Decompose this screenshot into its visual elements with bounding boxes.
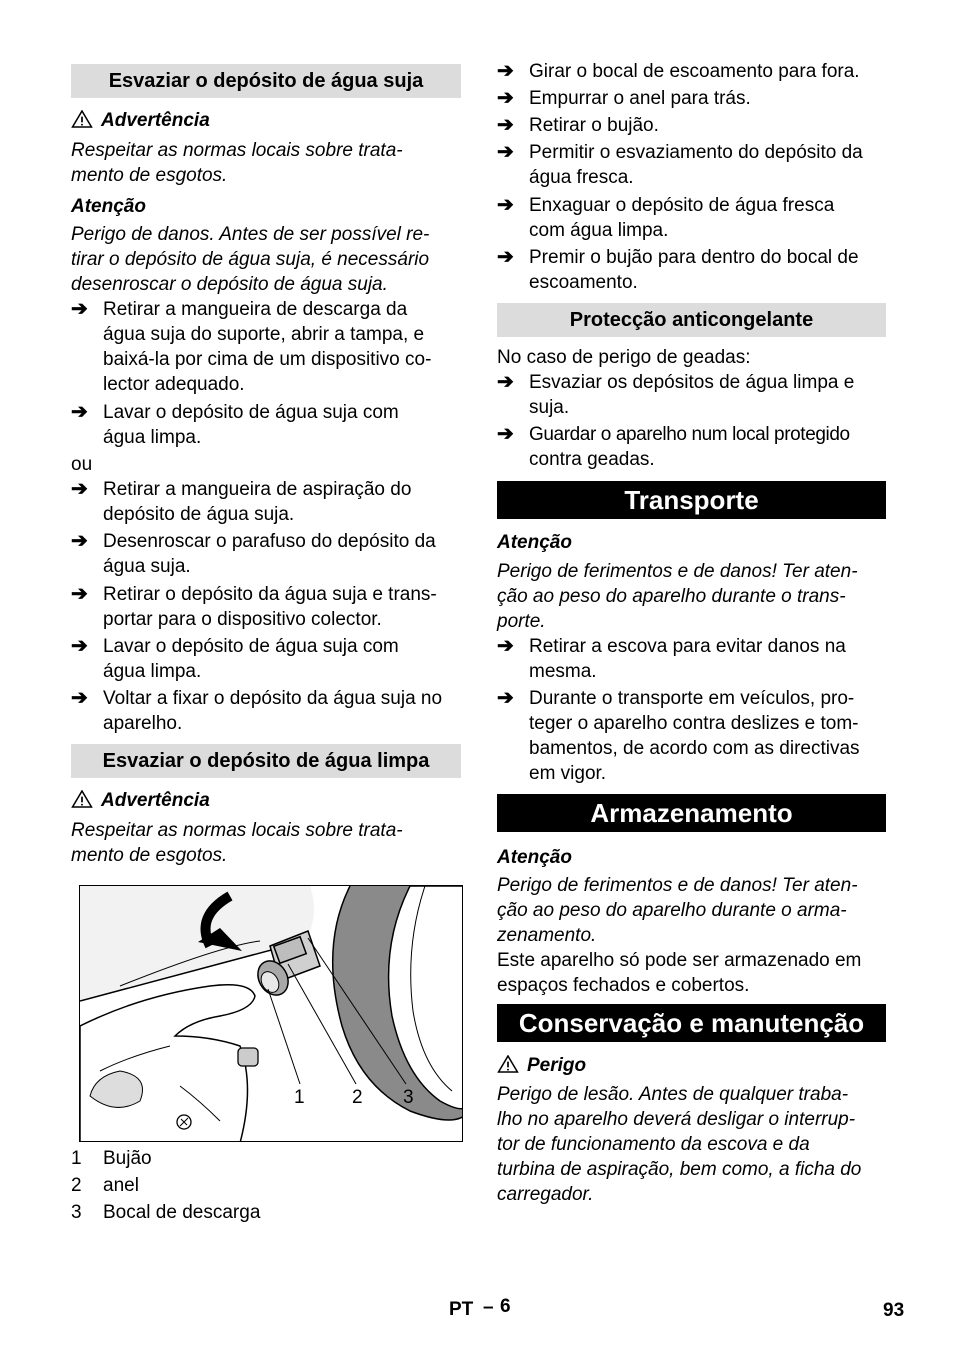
arrow-right-icon: ➔ — [71, 583, 88, 605]
text-line: bamentos, de acordo com as directivas — [529, 738, 860, 759]
text-line: Lavar o depósito de água suja com — [103, 636, 399, 657]
list-item — [497, 634, 886, 684]
arrow-right-icon: ➔ — [497, 194, 514, 216]
section-heading-clean-water: Esvaziar o depósito de água limpa — [71, 744, 461, 778]
arrow-right-icon: ➔ — [497, 423, 514, 445]
list-item — [71, 582, 461, 632]
text-line: Perigo de lesão. Antes de qualquer traba- — [497, 1084, 849, 1105]
text-line: Premir o bujão para dentro do bocal de — [529, 247, 859, 268]
text-line: espaços fechados e cobertos. — [497, 975, 750, 996]
warning-text — [71, 138, 461, 188]
warning-label: Advertência — [101, 790, 210, 811]
text-line: mento de esgotos. — [71, 845, 228, 866]
text-line: baixá-la por cima de um dispositivo co- — [103, 349, 432, 370]
legend-number: 2 — [71, 1175, 82, 1196]
text-line: teger o aparelho contra deslizes e tom- — [529, 713, 859, 734]
arrow-right-icon: ➔ — [497, 87, 514, 109]
warning-text — [71, 818, 461, 868]
text-line: porte. — [497, 611, 546, 632]
list-item — [71, 400, 461, 450]
arrow-right-icon: ➔ — [497, 687, 514, 709]
legend-text: anel — [103, 1175, 139, 1196]
list-item — [497, 686, 886, 786]
arrow-right-icon: ➔ — [71, 478, 88, 500]
section-heading-storage: Armazenamento — [497, 794, 886, 832]
warning-label: Advertência — [101, 110, 210, 131]
text-line: suja. — [529, 397, 570, 418]
text-line: carregador. — [497, 1184, 594, 1205]
text-line: Desenroscar o parafuso do depósito da — [103, 531, 436, 552]
arrow-right-icon: ➔ — [71, 635, 88, 657]
text-line: Girar o bocal de escoamento para fora. — [529, 61, 860, 82]
text-line: portar para o dispositivo colector. — [103, 609, 382, 630]
text-line: Perigo de ferimentos e de danos! Ter aten- — [497, 875, 858, 896]
callout-3: 3 — [403, 1087, 414, 1108]
warning-triangle-icon — [71, 790, 93, 808]
text-line: ção ao peso do aparelho durante o trans- — [497, 586, 846, 607]
legend-text: Bocal de descarga — [103, 1202, 261, 1223]
text-line: mesma. — [529, 661, 597, 682]
figure-drain-plug — [79, 885, 463, 1142]
text-line: turbina de aspiração, bem como, a ficha do — [497, 1159, 862, 1180]
section-heading-maintenance: Conservação e manutenção — [497, 1004, 886, 1042]
text-line: depósito de água suja. — [103, 504, 295, 525]
arrow-right-icon: ➔ — [71, 530, 88, 552]
list-item — [497, 245, 886, 295]
text-line: Durante o transporte em veículos, pro- — [529, 688, 855, 709]
text-line: Permitir o esvaziamento do depósito da — [529, 142, 863, 163]
list-item — [71, 686, 461, 736]
arrow-right-icon: ➔ — [497, 141, 514, 163]
list-item — [497, 140, 886, 190]
text-line: mento de esgotos. — [71, 165, 228, 186]
storage-text — [497, 948, 886, 998]
danger-heading — [497, 1053, 886, 1078]
footer-chapter-page: 6 — [500, 1296, 511, 1317]
text-line: água fresca. — [529, 167, 634, 188]
warning-heading — [71, 108, 461, 133]
caution-heading: Atenção — [71, 196, 146, 217]
text-line: Retirar o bujão. — [529, 115, 659, 136]
arrow-right-icon: ➔ — [497, 60, 514, 82]
warning-triangle-icon — [497, 1055, 519, 1073]
section-heading-frost: Protecção anticongelante — [497, 303, 886, 337]
text-line: contra geadas. — [529, 449, 655, 470]
text-line: água limpa. — [103, 661, 202, 682]
list-item — [71, 477, 461, 527]
danger-text — [497, 1082, 886, 1207]
list-item — [497, 86, 886, 111]
text-line: zenamento. — [497, 925, 597, 946]
callout-1: 1 — [294, 1087, 305, 1108]
text-line: escoamento. — [529, 272, 638, 293]
list-item — [497, 193, 886, 243]
footer-sep: – — [483, 1297, 494, 1318]
text-line: Retirar a escova para evitar danos na — [529, 636, 846, 657]
section-heading-transport: Transporte — [497, 481, 886, 519]
legend-number: 1 — [71, 1148, 82, 1169]
text-line: com água limpa. — [529, 220, 669, 241]
caution-text — [497, 873, 886, 948]
text-line: Retirar a mangueira de aspiração do — [103, 479, 412, 500]
text-line: Retirar o depósito da água suja e trans- — [103, 584, 437, 605]
warning-triangle-icon — [71, 110, 93, 128]
legend-number: 3 — [71, 1202, 82, 1223]
text-line: água suja. — [103, 556, 191, 577]
text-line: Perigo de ferimentos e de danos! Ter aten- — [497, 561, 858, 582]
arrow-right-icon: ➔ — [71, 687, 88, 709]
list-item — [497, 59, 886, 84]
frost-intro: No caso de perigo de geadas: — [497, 347, 751, 368]
text-line: Este aparelho só pode ser armazenado em — [497, 950, 862, 971]
list-item — [497, 113, 886, 138]
or-text: ou — [71, 454, 93, 475]
list-item — [497, 370, 886, 420]
arrow-right-icon: ➔ — [497, 371, 514, 393]
arrow-right-icon: ➔ — [71, 298, 88, 320]
text-line: lho no aparelho deverá desligar o interrup- — [497, 1109, 856, 1130]
text-line: em vigor. — [529, 763, 607, 784]
section-heading-dirty-water: Esvaziar o depósito de água suja — [71, 64, 461, 98]
arrow-right-icon: ➔ — [71, 401, 88, 423]
text-line: Respeitar as normas locais sobre trata- — [71, 820, 403, 841]
caution-text — [71, 222, 461, 297]
list-item — [71, 297, 461, 397]
text-line: tor de funcionamento da escova e da — [497, 1134, 810, 1155]
text-line: aparelho. — [103, 713, 183, 734]
caution-heading: Atenção — [497, 847, 572, 868]
text-line: Perigo de danos. Antes de ser possível re- — [71, 224, 430, 245]
caution-text — [497, 559, 886, 634]
text-line: lector adequado. — [103, 374, 245, 395]
footer-lang: PT — [449, 1299, 474, 1320]
legend-text: Bujão — [103, 1148, 152, 1169]
warning-heading — [71, 788, 461, 813]
text-line: Voltar a fixar o depósito da água suja no — [103, 688, 443, 709]
text-line: Esvaziar os depósitos de água limpa e — [529, 372, 855, 393]
text-line: tirar o depósito de água suja, é necessário — [71, 249, 430, 270]
arrow-right-icon: ➔ — [497, 635, 514, 657]
arrow-right-icon: ➔ — [497, 114, 514, 136]
text-line: Lavar o depósito de água suja com — [103, 402, 399, 423]
text-line: água suja do suporte, abrir a tampa, e — [103, 324, 425, 345]
text-line: Respeitar as normas locais sobre trata- — [71, 140, 403, 161]
list-item — [497, 422, 886, 472]
arrow-right-icon: ➔ — [497, 246, 514, 268]
text-line: desenroscar o depósito de água suja. — [71, 274, 388, 295]
text-line: Enxaguar o depósito de água fresca — [529, 195, 835, 216]
text-line: Guardar o aparelho num local protegido — [529, 424, 850, 445]
text-line: Retirar a mangueira de descarga da — [103, 299, 408, 320]
caution-heading: Atenção — [497, 532, 572, 553]
danger-label: Perigo — [527, 1055, 587, 1076]
list-item — [71, 634, 461, 684]
callout-2: 2 — [352, 1087, 363, 1108]
text-line: ção ao peso do aparelho durante o arma- — [497, 900, 847, 921]
text-line: Empurrar o anel para trás. — [529, 88, 751, 109]
list-item — [71, 529, 461, 579]
text-line: água limpa. — [103, 427, 202, 448]
page-number: 93 — [883, 1300, 905, 1321]
